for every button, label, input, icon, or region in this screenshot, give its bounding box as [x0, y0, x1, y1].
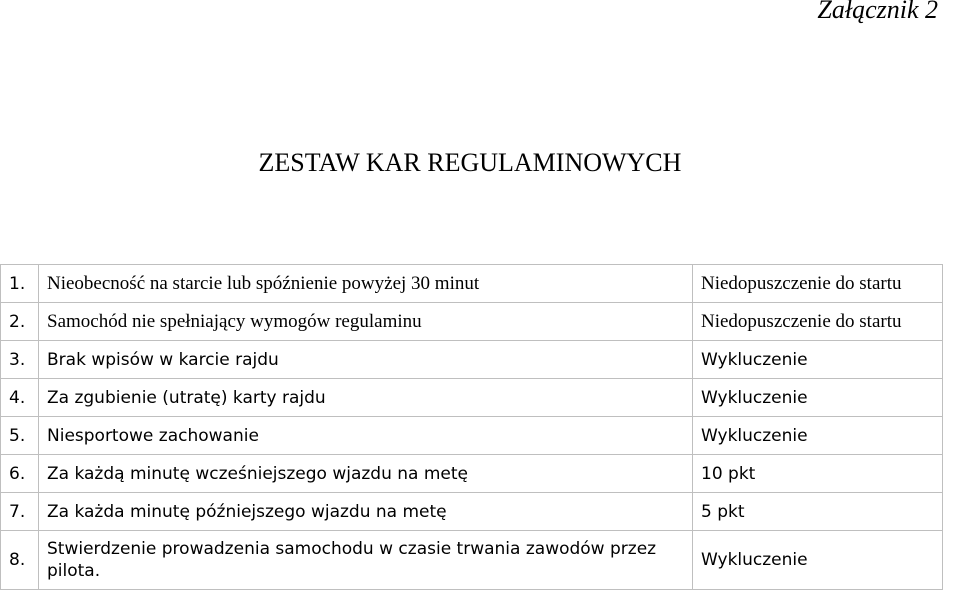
table-row: [1, 417, 943, 455]
row-number: 7.: [1, 493, 39, 531]
offense-cell: Za każda minutę późniejszego wjazdu na metę: [39, 493, 693, 531]
row-number: 8.: [1, 531, 39, 590]
table-row: [1, 265, 943, 303]
table-row: [1, 493, 943, 531]
annex-label: Załącznik 2: [817, 0, 938, 24]
penalty-cell: Niedopuszczenie do startu: [693, 303, 943, 341]
offense-cell: Za każdą minutę wcześniejszego wjazdu na metę: [39, 455, 693, 493]
penalty-cell: 5 pkt: [693, 493, 943, 531]
offense-cell: Samochód nie spełniający wymogów regulaminu: [39, 303, 693, 341]
table-row: [1, 341, 943, 379]
document-title: ZESTAW KAR REGULAMINOWYCH: [258, 148, 682, 177]
row-number: 3.: [1, 341, 39, 379]
offense-cell: Nieobecność na starcie lub spóźnienie powyżej 30 minut: [39, 265, 693, 303]
row-number: 4.: [1, 379, 39, 417]
row-number: 2.: [1, 303, 39, 341]
table-row: [1, 531, 943, 590]
row-number: 5.: [1, 417, 39, 455]
table-row: [1, 303, 943, 341]
table-row: [1, 455, 943, 493]
table-row: [1, 379, 943, 417]
offense-cell: Niesportowe zachowanie: [39, 417, 693, 455]
penalty-cell: 10 pkt: [693, 455, 943, 493]
penalties-table: [0, 264, 943, 590]
offense-cell: Brak wpisów w karcie rajdu: [39, 341, 693, 379]
penalty-cell: Wykluczenie: [693, 417, 943, 455]
row-number: 6.: [1, 455, 39, 493]
penalty-cell: Niedopuszczenie do startu: [693, 265, 943, 303]
penalty-cell: Wykluczenie: [693, 531, 943, 590]
penalty-cell: Wykluczenie: [693, 341, 943, 379]
offense-cell: Za zgubienie (utratę) karty rajdu: [39, 379, 693, 417]
penalty-cell: Wykluczenie: [693, 379, 943, 417]
offense-cell: Stwierdzenie prowadzenia samochodu w czasie trwania zawodów przez pilota.: [39, 531, 693, 590]
row-number: 1.: [1, 265, 39, 303]
